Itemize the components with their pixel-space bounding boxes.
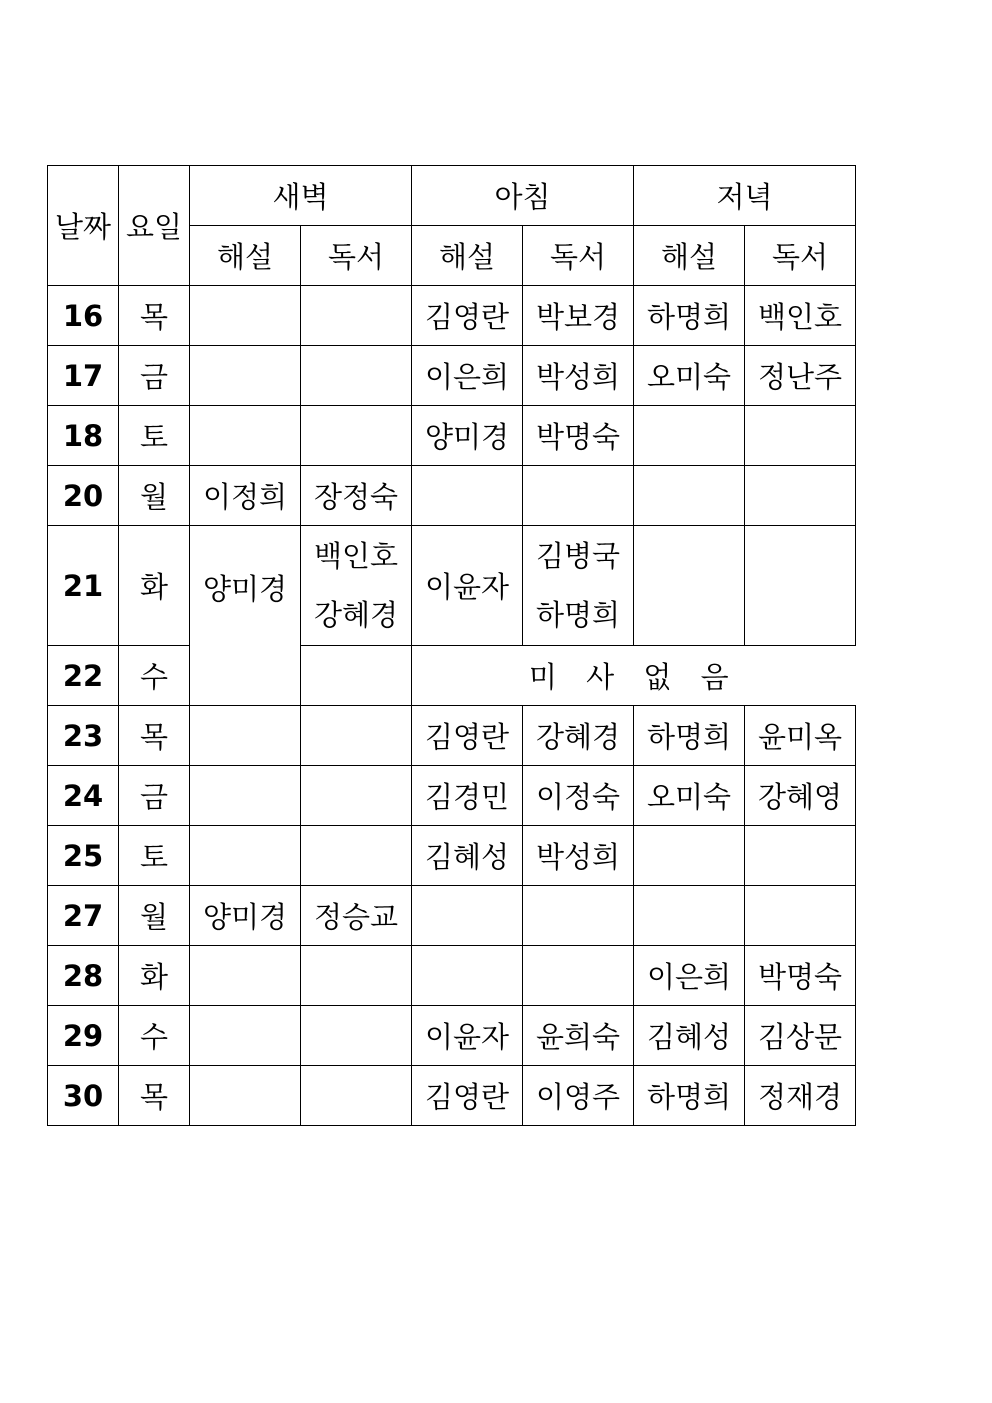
name-cell: 김혜성 <box>412 826 523 886</box>
name-cell: 하명희 <box>634 706 745 766</box>
day-cell: 금 <box>119 766 190 826</box>
day-cell: 화 <box>119 526 190 646</box>
name-cell <box>190 1066 301 1126</box>
name-cell <box>190 706 301 766</box>
name-cell <box>301 286 412 346</box>
header-sub: 독서 <box>301 226 412 286</box>
name-cell <box>523 466 634 526</box>
name-cell: 김상문 <box>745 1006 856 1066</box>
name-cell <box>745 886 856 946</box>
date-cell: 29 <box>48 1006 119 1066</box>
name-cell <box>634 466 745 526</box>
table-row <box>48 406 856 466</box>
name-cell: 이윤자 <box>412 526 523 646</box>
name-cell: 이정희 <box>190 466 301 526</box>
date-cell: 25 <box>48 826 119 886</box>
name-cell <box>634 526 745 646</box>
name-cell: 김영란 <box>412 706 523 766</box>
date-cell: 16 <box>48 286 119 346</box>
name-cell <box>523 886 634 946</box>
day-cell: 토 <box>119 826 190 886</box>
name-cell: 이은희 <box>634 946 745 1006</box>
name-cell: 강혜경 <box>523 706 634 766</box>
name-cell: 양미경 <box>412 406 523 466</box>
name-cell: 하명희 <box>634 286 745 346</box>
name-cell: 정승교 <box>301 886 412 946</box>
name-cell: 정재경 <box>745 1066 856 1126</box>
header-evening: 저녁 <box>634 166 856 226</box>
table-row <box>48 706 856 766</box>
table-row <box>48 346 856 406</box>
name-cell <box>190 406 301 466</box>
name-cell-stack <box>523 526 634 646</box>
header-sub: 독서 <box>745 226 856 286</box>
name-cell <box>301 826 412 886</box>
name-cell: 양미경 <box>190 886 301 946</box>
day-cell: 수 <box>119 646 190 706</box>
name-cell: 김혜성 <box>634 1006 745 1066</box>
header-row-groups <box>48 166 856 226</box>
name-cell <box>301 1066 412 1126</box>
no-mass-note: 미 사 없 음 <box>412 646 856 706</box>
name-cell <box>412 886 523 946</box>
name-cell <box>301 706 412 766</box>
header-date: 날짜 <box>48 166 119 286</box>
name-cell <box>412 466 523 526</box>
date-cell: 18 <box>48 406 119 466</box>
name-cell: 윤희숙 <box>523 1006 634 1066</box>
name-cell: 양미경 <box>190 526 301 706</box>
name-cell: 김영란 <box>412 1066 523 1126</box>
name-cell: 김경민 <box>412 766 523 826</box>
name-cell: 장정숙 <box>301 466 412 526</box>
name-cell <box>745 526 856 646</box>
name-cell <box>301 946 412 1006</box>
date-cell: 30 <box>48 1066 119 1126</box>
table-row <box>48 1006 856 1066</box>
header-sub: 독서 <box>523 226 634 286</box>
name-cell: 박성희 <box>523 826 634 886</box>
table-row <box>48 286 856 346</box>
name-cell <box>634 406 745 466</box>
table-row <box>48 946 856 1006</box>
date-cell: 17 <box>48 346 119 406</box>
name-cell: 강혜영 <box>745 766 856 826</box>
day-cell: 화 <box>119 946 190 1006</box>
name-cell: 오미숙 <box>634 766 745 826</box>
name-line: 하명희 <box>535 597 621 632</box>
day-cell: 월 <box>119 466 190 526</box>
name-cell: 이영주 <box>523 1066 634 1126</box>
name-cell: 백인호 <box>745 286 856 346</box>
name-cell <box>190 766 301 826</box>
day-cell: 목 <box>119 706 190 766</box>
table-row-21 <box>48 526 856 646</box>
name-cell <box>190 286 301 346</box>
day-cell: 목 <box>119 1066 190 1126</box>
name-line: 강혜경 <box>313 597 399 632</box>
date-cell: 27 <box>48 886 119 946</box>
name-cell <box>190 346 301 406</box>
date-cell: 20 <box>48 466 119 526</box>
name-cell: 이은희 <box>412 346 523 406</box>
date-cell: 24 <box>48 766 119 826</box>
header-morning: 아침 <box>412 166 634 226</box>
table-row <box>48 826 856 886</box>
name-cell <box>634 826 745 886</box>
date-cell: 22 <box>48 646 119 706</box>
name-cell: 박명숙 <box>745 946 856 1006</box>
name-cell <box>301 346 412 406</box>
header-sub: 해설 <box>634 226 745 286</box>
name-cell <box>301 646 412 706</box>
name-cell: 이정숙 <box>523 766 634 826</box>
name-cell <box>301 406 412 466</box>
name-cell <box>745 466 856 526</box>
name-cell: 윤미옥 <box>745 706 856 766</box>
name-line: 백인호 <box>313 538 399 573</box>
name-cell <box>301 1006 412 1066</box>
day-cell: 토 <box>119 406 190 466</box>
schedule-table <box>47 165 856 1126</box>
date-cell: 21 <box>48 526 119 646</box>
name-cell <box>190 946 301 1006</box>
table-row-22 <box>48 646 856 706</box>
name-cell <box>190 1006 301 1066</box>
day-cell: 수 <box>119 1006 190 1066</box>
name-cell: 박보경 <box>523 286 634 346</box>
table-row <box>48 886 856 946</box>
name-cell <box>412 946 523 1006</box>
name-cell-stack <box>301 526 412 646</box>
header-dawn: 새벽 <box>190 166 412 226</box>
date-cell: 28 <box>48 946 119 1006</box>
name-cell <box>745 826 856 886</box>
day-cell: 월 <box>119 886 190 946</box>
name-cell: 김영란 <box>412 286 523 346</box>
table-row <box>48 766 856 826</box>
name-cell <box>190 826 301 886</box>
name-line: 김병국 <box>535 538 621 573</box>
name-cell <box>634 886 745 946</box>
date-cell: 23 <box>48 706 119 766</box>
name-cell: 이윤자 <box>412 1006 523 1066</box>
header-day: 요일 <box>119 166 190 286</box>
name-cell <box>745 406 856 466</box>
header-sub: 해설 <box>412 226 523 286</box>
table-row <box>48 1066 856 1126</box>
day-cell: 목 <box>119 286 190 346</box>
name-cell: 박성희 <box>523 346 634 406</box>
name-cell: 정난주 <box>745 346 856 406</box>
name-cell: 박명숙 <box>523 406 634 466</box>
header-sub: 해설 <box>190 226 301 286</box>
day-cell: 금 <box>119 346 190 406</box>
name-cell <box>301 766 412 826</box>
name-cell <box>523 946 634 1006</box>
table-row <box>48 466 856 526</box>
name-cell: 오미숙 <box>634 346 745 406</box>
name-cell: 하명희 <box>634 1066 745 1126</box>
